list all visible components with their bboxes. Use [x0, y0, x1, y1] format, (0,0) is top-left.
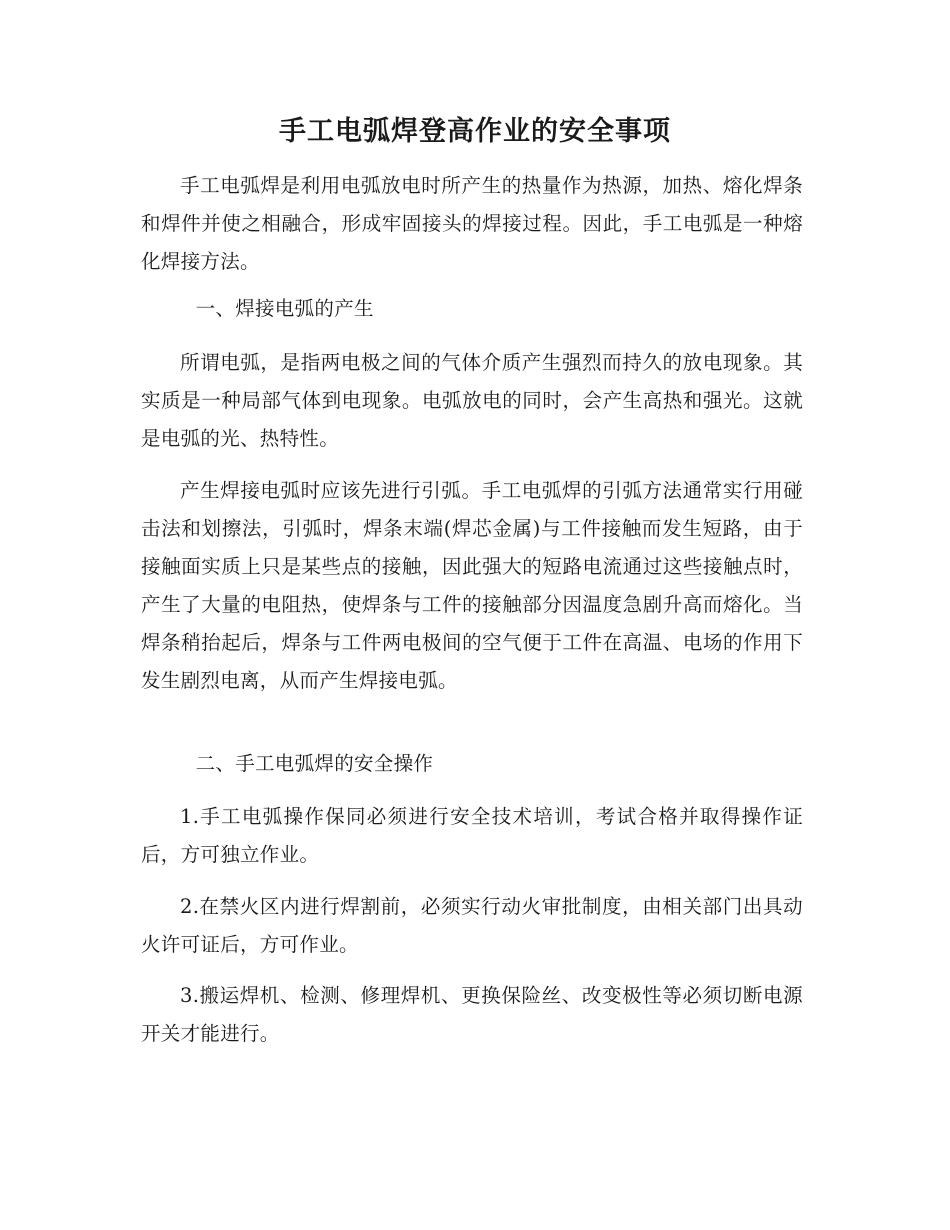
- list-item-3: 3.搬运焊机、检测、修理焊机、更换保险丝、改变极性等必须切断电源开关才能进行。: [141, 984, 803, 1045]
- list-item-2: 2.在禁火区内进行焊割前，必须实行动火审批制度，由相关部门出具动火许可证后，方可作业。: [141, 895, 803, 956]
- document-title: 手工电弧焊登高作业的安全事项: [279, 116, 671, 147]
- section1-paragraph-1: 所谓电弧，是指两电极之间的气体介质产生强烈而持久的放电现象。其实质是一种局部气体到电现象。电弧放电的同时，会产生高热和强光。这就是电弧的光、热特性。: [141, 351, 803, 450]
- intro-paragraph: 手工电弧焊是利用电弧放电时所产生的热量作为热源，加热、熔化焊条和焊件并使之相融合，形成牢固接头的焊接过程。因此，手工电弧是一种熔化焊接方法。: [141, 174, 803, 273]
- section-heading-1: 一、焊接电弧的产生: [195, 297, 374, 320]
- list-item-1: 1.手工电弧操作保同必须进行安全技术培训，考试合格并取得操作证后，方可独立作业。: [141, 805, 803, 866]
- section-heading-2: 二、手工电弧焊的安全操作: [195, 752, 434, 775]
- section1-paragraph-2: 产生焊接电弧时应该先进行引弧。手工电弧焊的引弧方法通常实行用碰击法和划擦法，引弧时，焊条末端(焊芯金属)与工件接触而发生短路，由于接触面实质上只是某些点的接触，因此强大的短路电流通过这些接触点时，产生了大量的电阻热，使焊条与工件的接触部分因温度急剧升高而熔化。当焊条稍抬起后，焊条与工件两电极间的空气便于工件在高温、电场的作用下发生剧烈电离，从而产生焊接电弧。: [141, 479, 803, 692]
